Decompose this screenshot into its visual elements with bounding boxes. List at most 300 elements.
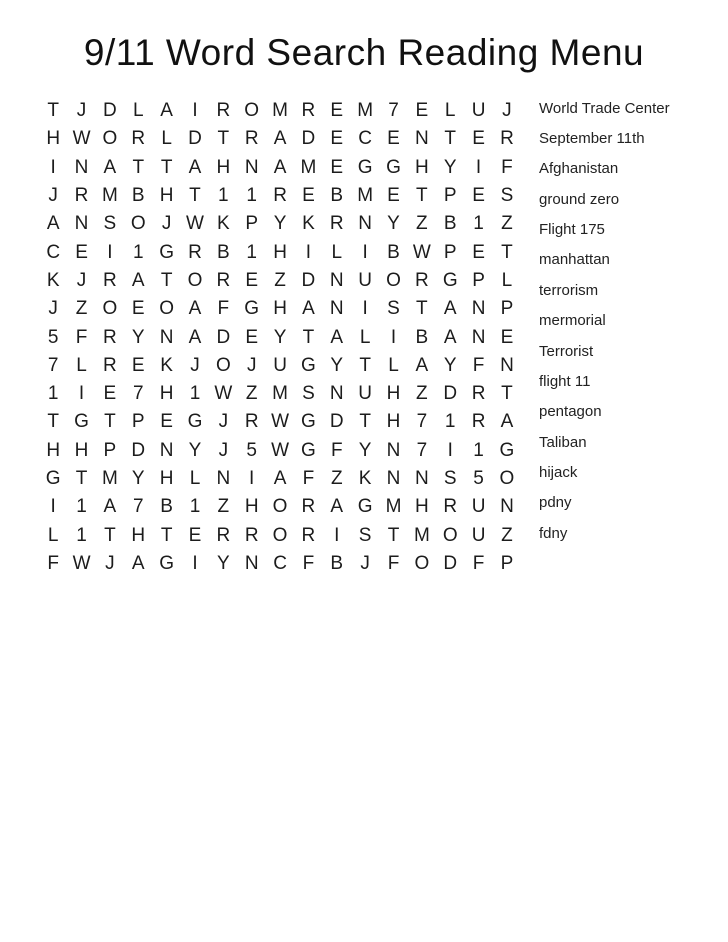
grid-cell: A: [330, 326, 344, 348]
grid-cell: R: [216, 269, 231, 291]
grid-cell: N: [244, 552, 259, 574]
grid-cell: W: [214, 383, 233, 405]
grid-cell: G: [442, 269, 458, 291]
grid-cell: 1: [76, 524, 87, 546]
grid-cell: S: [443, 468, 457, 489]
grid-cell: E: [245, 269, 259, 291]
grid-cell: 1: [218, 185, 229, 207]
grid-cell: N: [74, 156, 89, 178]
grid-cell: 7: [132, 383, 144, 405]
grid-cell: J: [502, 100, 512, 122]
grid-cell: M: [357, 100, 374, 122]
grid-cell: H: [159, 468, 174, 489]
grid-cell: 7: [47, 354, 59, 376]
grid-cell: T: [501, 241, 513, 263]
grid-cell: R: [329, 213, 344, 235]
grid-cell: T: [47, 411, 59, 433]
grid-cell: A: [103, 496, 117, 518]
grid-cell: J: [48, 185, 58, 207]
grid-cell: A: [46, 213, 60, 235]
grid-cell: T: [104, 411, 116, 433]
grid-cell: N: [329, 269, 344, 291]
grid-cell: 1: [473, 213, 484, 235]
grid-cell: R: [301, 100, 316, 122]
grid-cell: R: [471, 411, 486, 433]
grid-cell: R: [244, 524, 259, 546]
grid-cell: N: [216, 468, 231, 489]
grid-cell: S: [387, 298, 400, 320]
grid-cell: A: [273, 156, 287, 178]
grid-cell: U: [471, 496, 486, 518]
grid-cell: O: [102, 128, 118, 150]
grid-cell: H: [414, 496, 429, 518]
grid-cell: T: [104, 524, 116, 546]
grid-cell: Y: [131, 468, 145, 489]
grid-cell: I: [192, 552, 198, 574]
grid-cell: M: [413, 524, 430, 546]
grid-cell: G: [357, 156, 373, 178]
grid-cell: T: [387, 524, 400, 546]
grid-cell: Z: [330, 468, 343, 489]
grid-cell: F: [330, 439, 343, 461]
grid-cell: P: [500, 298, 514, 320]
grid-cell: A: [131, 269, 145, 291]
grid-cell: 1: [47, 383, 59, 405]
grid-cell: R: [301, 496, 316, 518]
grid-cell: P: [443, 185, 457, 207]
grid-cell: J: [76, 100, 87, 122]
grid-cell: R: [244, 128, 259, 150]
grid-cell: B: [443, 213, 457, 235]
grid-cell: R: [443, 496, 458, 518]
grid-cell: M: [300, 156, 317, 178]
grid-cell: T: [160, 269, 173, 291]
grid-cell: Z: [416, 213, 428, 235]
grid-cell: A: [443, 298, 457, 320]
grid-cell: T: [160, 524, 173, 546]
grid-cell: U: [358, 383, 372, 405]
word-list-item: Afghanistan: [539, 160, 619, 178]
grid-cell: A: [160, 100, 173, 122]
grid-cell: I: [475, 156, 482, 178]
grid-cell: E: [415, 100, 429, 122]
grid-cell: Z: [245, 383, 258, 405]
grid-cell: Y: [273, 213, 287, 235]
grid-cell: E: [245, 326, 259, 348]
grid-cell: G: [159, 552, 174, 574]
grid-cell: R: [74, 185, 89, 207]
grid-cell: D: [301, 128, 316, 150]
grid-cell: I: [334, 524, 340, 546]
grid-cell: N: [500, 496, 514, 518]
grid-cell: 7: [416, 439, 428, 461]
grid-cell: Y: [188, 439, 202, 461]
grid-cell: I: [50, 156, 56, 178]
grid-cell: T: [189, 185, 201, 207]
grid-cell: N: [358, 213, 372, 235]
grid-cell: M: [357, 185, 374, 207]
grid-cell: J: [360, 552, 370, 574]
grid-cell: O: [159, 298, 174, 320]
grid-cell: E: [387, 128, 400, 150]
grid-cell: F: [47, 552, 59, 574]
grid-cell: E: [131, 354, 145, 376]
grid-cell: L: [331, 241, 343, 263]
grid-cell: L: [444, 100, 456, 122]
grid-cell: O: [272, 496, 288, 518]
grid-cell: U: [273, 354, 287, 376]
word-list-item: hijack: [539, 463, 578, 481]
grid-cell: F: [302, 552, 315, 574]
grid-cell: H: [46, 439, 61, 461]
grid-cell: P: [443, 241, 457, 263]
grid-cell: H: [244, 496, 259, 518]
grid-cell: T: [359, 411, 371, 433]
grid-cell: H: [159, 185, 174, 207]
grid-cell: I: [305, 241, 312, 263]
grid-cell: H: [131, 524, 146, 546]
grid-cell: 1: [444, 411, 456, 433]
grid-cell: C: [358, 128, 372, 150]
grid-cell: N: [329, 298, 344, 320]
grid-cell: W: [271, 411, 290, 433]
grid-cell: B: [330, 185, 344, 207]
grid-cell: H: [273, 298, 287, 320]
word-list-item: pentagon: [539, 403, 602, 421]
grid-cell: B: [216, 241, 230, 263]
grid-cell: O: [414, 552, 430, 574]
word-list-item: flight 11: [539, 372, 591, 390]
grid-cell: E: [472, 185, 485, 207]
grid-cell: F: [217, 298, 230, 320]
grid-cell: M: [272, 100, 288, 122]
grid-cell: K: [216, 213, 230, 235]
grid-cell: B: [387, 241, 400, 263]
grid-cell: 1: [76, 496, 87, 518]
grid-cell: G: [74, 411, 89, 433]
grid-cell: I: [107, 241, 113, 263]
grid-cell: 7: [132, 496, 144, 518]
grid-cell: O: [102, 298, 118, 320]
grid-cell: A: [443, 326, 457, 348]
grid-cell: R: [131, 128, 146, 150]
grid-cell: A: [188, 156, 202, 178]
grid-cell: P: [131, 411, 145, 433]
grid-cell: G: [45, 468, 61, 489]
grid-cell: N: [386, 468, 401, 489]
grid-cell: N: [159, 326, 174, 348]
grid-cell: Y: [273, 326, 287, 348]
grid-cell: N: [386, 439, 401, 461]
grid-cell: W: [72, 552, 91, 574]
word-search-grid: [39, 97, 521, 578]
grid-cell: E: [131, 298, 145, 320]
grid-cell: H: [414, 156, 429, 178]
grid-cell: E: [387, 185, 400, 207]
grid-cell: T: [302, 326, 315, 348]
grid-cell: Z: [501, 524, 513, 546]
grid-cell: N: [471, 298, 486, 320]
word-list-item: mermorial: [539, 312, 606, 330]
word-list-item: manhattan: [539, 251, 610, 269]
grid-cell: R: [471, 383, 486, 405]
grid-cell: T: [416, 298, 428, 320]
grid-cell: T: [160, 156, 173, 178]
grid-cell: W: [271, 439, 290, 461]
grid-cell: I: [249, 468, 255, 489]
grid-cell: H: [74, 439, 89, 461]
grid-cell: J: [161, 213, 172, 235]
grid-cell: A: [273, 128, 287, 150]
grid-cell: N: [159, 439, 174, 461]
grid-cell: O: [272, 524, 288, 546]
grid-cell: F: [75, 326, 88, 348]
grid-cell: O: [386, 269, 401, 291]
grid-cell: R: [103, 354, 117, 376]
grid-cell: 7: [388, 100, 399, 122]
grid-cell: E: [500, 326, 514, 348]
grid-cell: I: [362, 241, 368, 263]
grid-cell: Y: [330, 354, 344, 376]
grid-cell: T: [75, 468, 88, 489]
grid-cell: T: [444, 128, 457, 150]
grid-cell: 5: [47, 326, 59, 348]
grid-cell: 1: [132, 241, 144, 263]
grid-cell: W: [72, 128, 91, 150]
grid-cell: A: [103, 156, 117, 178]
grid-cell: U: [471, 524, 486, 546]
grid-cell: R: [273, 185, 287, 207]
grid-cell: 1: [189, 383, 201, 405]
grid-cell: S: [302, 383, 315, 405]
word-list-item: Taliban: [539, 433, 587, 451]
grid-cell: K: [46, 269, 60, 291]
grid-cell: T: [217, 128, 230, 150]
grid-cell: J: [190, 354, 200, 376]
grid-cell: G: [301, 354, 316, 376]
grid-cell: N: [329, 383, 344, 405]
grid-cell: A: [500, 411, 514, 433]
grid-cell: T: [501, 383, 513, 405]
grid-cell: O: [187, 269, 203, 291]
grid-cell: W: [186, 213, 204, 235]
grid-cell: Z: [274, 269, 286, 291]
grid-cell: L: [189, 468, 201, 489]
grid-cell: O: [442, 524, 458, 546]
grid-cell: M: [101, 468, 118, 489]
word-list: [539, 93, 670, 548]
word-list-item: Flight 175: [539, 221, 605, 239]
grid-cell: M: [385, 496, 402, 518]
grid-cell: P: [103, 439, 117, 461]
grid-cell: J: [105, 552, 115, 574]
grid-cell: R: [188, 241, 202, 263]
grid-cell: L: [76, 354, 87, 376]
grid-cell: D: [131, 439, 146, 461]
grid-cell: Y: [131, 326, 145, 348]
grid-cell: M: [272, 383, 288, 405]
grid-cell: D: [103, 100, 117, 122]
grid-cell: G: [357, 496, 373, 518]
grid-cell: F: [302, 468, 315, 489]
grid-cell: 5: [473, 468, 484, 489]
grid-cell: T: [47, 100, 59, 122]
grid-cell: I: [192, 100, 198, 122]
word-list-item: September 11th: [539, 130, 645, 148]
grid-cell: L: [388, 354, 399, 376]
grid-cell: L: [501, 269, 513, 291]
grid-cell: R: [103, 269, 117, 291]
grid-cell: G: [244, 298, 260, 320]
grid-cell: Y: [443, 354, 457, 376]
grid-cell: T: [416, 185, 428, 207]
grid-cell: C: [46, 241, 61, 263]
grid-cell: E: [330, 128, 344, 150]
grid-cell: H: [386, 383, 401, 405]
grid-cell: K: [160, 354, 173, 376]
grid-cell: W: [412, 241, 431, 263]
grid-cell: Y: [358, 439, 372, 461]
grid-cell: L: [161, 128, 172, 150]
grid-cell: R: [301, 524, 316, 546]
grid-cell: 1: [473, 439, 484, 461]
grid-cell: Z: [75, 298, 88, 320]
grid-cell: E: [160, 411, 173, 433]
grid-cell: J: [246, 354, 257, 376]
grid-cell: T: [359, 354, 371, 376]
grid-cell: P: [472, 269, 485, 291]
grid-cell: R: [244, 411, 259, 433]
grid-cell: L: [47, 524, 59, 546]
grid-cell: S: [500, 185, 514, 207]
grid-cell: P: [500, 552, 514, 574]
grid-cell: E: [330, 156, 344, 178]
grid-cell: D: [301, 269, 316, 291]
grid-cell: C: [273, 552, 287, 574]
grid-cell: N: [414, 468, 429, 489]
grid-cell: E: [302, 185, 315, 207]
grid-cell: T: [132, 156, 145, 178]
grid-cell: U: [471, 100, 486, 122]
grid-cell: R: [414, 269, 429, 291]
grid-cell: N: [471, 326, 486, 348]
grid-cell: B: [330, 552, 344, 574]
grid-cell: Y: [216, 552, 230, 574]
grid-cell: G: [301, 411, 316, 433]
grid-cell: F: [472, 354, 485, 376]
grid-cell: B: [131, 185, 145, 207]
grid-cell: O: [244, 100, 260, 122]
grid-cell: I: [362, 298, 368, 320]
grid-cell: R: [500, 128, 514, 150]
grid-cell: I: [390, 326, 397, 348]
grid-cell: D: [329, 411, 344, 433]
grid-cell: E: [103, 383, 117, 405]
word-list-item: pdny: [539, 494, 572, 512]
grid-cell: A: [273, 468, 287, 489]
grid-cell: J: [218, 439, 229, 461]
grid-cell: J: [76, 269, 87, 291]
grid-cell: A: [188, 326, 202, 348]
grid-cell: J: [48, 298, 58, 320]
grid-cell: F: [472, 552, 485, 574]
grid-cell: H: [216, 156, 231, 178]
grid-cell: D: [216, 326, 231, 348]
grid-cell: S: [103, 213, 117, 235]
grid-cell: F: [387, 552, 400, 574]
grid-cell: A: [302, 298, 315, 320]
grid-cell: 7: [416, 411, 428, 433]
grid-cell: E: [188, 524, 202, 546]
grid-cell: Y: [387, 213, 400, 235]
grid-cell: A: [188, 298, 202, 320]
grid-cell: H: [46, 128, 61, 150]
grid-cell: Z: [217, 496, 230, 518]
grid-cell: S: [358, 524, 372, 546]
grid-cell: M: [101, 185, 118, 207]
grid-cell: Z: [501, 213, 513, 235]
grid-cell: E: [330, 100, 344, 122]
grid-cell: Y: [443, 156, 457, 178]
page-title: 9/11 Word Search Reading Menu: [83, 32, 645, 73]
grid-cell: A: [330, 496, 344, 518]
grid-cell: G: [159, 241, 174, 263]
grid-cell: N: [414, 128, 429, 150]
grid-cell: B: [160, 496, 173, 518]
grid-cell: O: [130, 213, 146, 235]
grid-cell: J: [218, 411, 229, 433]
grid-cell: O: [215, 354, 231, 376]
word-list-item: fdny: [539, 524, 568, 542]
grid-cell: G: [499, 439, 515, 461]
grid-cell: G: [187, 411, 203, 433]
grid-cell: E: [472, 241, 485, 263]
grid-cell: R: [103, 326, 117, 348]
grid-cell: N: [244, 156, 259, 178]
grid-cell: H: [386, 411, 401, 433]
grid-cell: E: [472, 128, 485, 150]
grid-cell: 1: [246, 185, 257, 207]
grid-cell: P: [245, 213, 259, 235]
grid-cell: A: [131, 552, 145, 574]
grid-cell: O: [499, 468, 515, 489]
grid-cell: 5: [246, 439, 257, 461]
grid-cell: G: [301, 439, 316, 461]
grid-cell: I: [78, 383, 85, 405]
grid-cell: B: [415, 326, 429, 348]
grid-cell: R: [216, 100, 231, 122]
grid-cell: K: [358, 468, 372, 489]
grid-cell: D: [443, 383, 458, 405]
grid-cell: H: [159, 383, 174, 405]
grid-cell: I: [447, 439, 453, 461]
grid-cell: D: [443, 552, 458, 574]
grid-cell: 1: [189, 496, 201, 518]
grid-cell: A: [415, 354, 429, 376]
grid-cell: Z: [416, 383, 428, 405]
grid-cell: F: [501, 156, 513, 178]
word-list-item: World Trade Center: [539, 99, 670, 117]
grid-cell: I: [50, 496, 56, 518]
grid-cell: G: [386, 156, 401, 178]
grid-cell: K: [302, 213, 315, 235]
word-list-item: ground zero: [539, 190, 620, 208]
grid-cell: L: [359, 326, 371, 348]
grid-cell: R: [216, 524, 231, 546]
grid-cell: H: [273, 241, 287, 263]
grid-cell: U: [358, 269, 372, 291]
grid-cell: D: [188, 128, 202, 150]
